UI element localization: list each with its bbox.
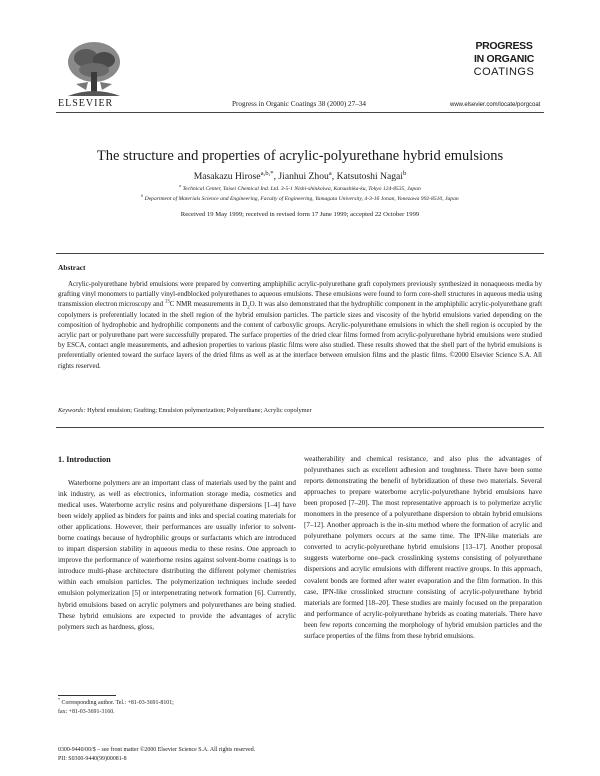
received-dates: Received 19 May 1999; received in revised form 17 June 1999; accepted 22 October 1999 [180, 211, 420, 218]
affiliation-a [0, 186, 600, 192]
footnote-mark: * [58, 697, 61, 703]
elsevier-tree-icon [58, 38, 130, 104]
author-name: Katsutoshi Nagai [336, 171, 403, 182]
footnote-line-1 [58, 699, 296, 708]
author-list: Masakazu Hirose$^{a,b,*}$, Jianhui Zhou$^a$, Katsutoshi Nagai$^b$ [193, 169, 407, 182]
affiliation-text: Technical Center, Taisei Chemical Ind. Ltd. 3-5-1 Nishi-shinkoiwa, Katsushika-ku, Tokyo 124-8535, Japan [182, 186, 421, 192]
journal-logo [466, 38, 542, 96]
abstract-sup: 13 [164, 300, 170, 306]
journal-url[interactable]: www.elsevier.com/locate/porgcoat [450, 102, 541, 108]
abstract-sub: 2 [247, 305, 250, 311]
author-name: Jianhui Zhou [278, 171, 329, 182]
header-rule [56, 112, 544, 113]
affiliation-b [0, 196, 600, 202]
body-left-column: Waterborne polymers are an important class of materials used by the paint and ink industry, as well as electronics, information storage media, cosmetics and medical uses. Waterborne acrylic resins and polyurethane dispersions [1–4] have been widely applied as binders for paints and inks and special coating materials for other applications. However, their performances are usually inferior to solvent-borne coatings because of hydrophilic groups or surfactants which are introduced to impart dispersion stability in aqueous media to these resins. One approach to improve the performance of waterborne resins against solvent-borne coatings is to introduce multi-phase architecture distributing the different polymer chemistries within each emulsion particles. The polymerization techniques include seeded emulsion polymerization [5] or interpenetrating network formation [6]. Currently, hybrid emulsions based on acrylic polymers and polyurethanes are being studied. These hybrid emulsions are expected to provide the advantages of acrylic polymers such as hardness, gloss, [58, 479, 296, 631]
section-heading: 1. Introduction [58, 455, 111, 464]
abstract-part-2: C NMR measurements in D [169, 300, 248, 309]
keywords [58, 407, 542, 414]
abstract-part-3: O. It was also demonstrated that the hydrophilic component in the amphiphilic acrylic-polyurethane graft copolymers is preferentially located in the shell region of the hybrid emulsion particles. The particle sizes and viscosity of the hybrid emulsions varied depending on the composition of hydrophobic and hydrophilic components and the content of carboxylic groups. Acrylic-polyurethane emulsions in which the shell region is occupied by the acrylic part or polyurethane part were successfully prepared. The surface properties of the dried clear films formed from acrylic-polyurethane hybrid emulsions were studied by ESCA, contact angle measurements, and adhesion properties to various plastic films were also studied. These results showed that the shell part of the hybrid emulsions is preferentially oriented toward the surface layers of the dried films as well as at the interface between emulsion films and the plastic films. ©2000 Elsevier Science S.A. All rights reserved. [58, 300, 542, 370]
journal-logo-line-1: PROGRESS [475, 40, 533, 52]
abstract-top-rule [56, 253, 544, 254]
affiliation-mark: b [141, 194, 144, 199]
journal-logo-line-3: COATINGS [473, 66, 535, 78]
front-matter [58, 746, 358, 764]
journal-logo-line-2: IN ORGANIC [473, 53, 534, 65]
article-title: The structure and properties of acrylic-polyurethane hybrid emulsions [96, 148, 504, 164]
abstract-part-1: Acrylic-polyurethane hybrid emulsions were prepared by converting amphiphilic acrylic-polyurethane graft copolymers previously synthesized in nonaqueous media by grafting vinyl monomers to partially vinyl-endblocked polyurethanes to aqueous emulsions. These emulsions were found to form core-shell structures in aqueous media using transmission electron microscopy and [58, 280, 542, 309]
front-matter-pii: PII: S0300-9440(99)00081-8 [58, 756, 127, 762]
front-matter-line-1: 0300-9440/00/$ – see front matter ©2000 Elsevier Science S.A. All rights reserved. [58, 747, 256, 753]
body-right-column: weatherability and chemical resistance, and also plus the advantages of polyurethanes such as excellent adhesion and toughness. There have been some reports demonstrating the benefit of hybridization of these two materials. Several approaches to prepare waterborne acrylic-polyurethane hybrid emulsions have been proposed [7–20]. The most representative approach is to polymerize acrylic monomers in the presence of a polyurethane dispersion to obtain hybrid emulsions [7–12]. Another approach is the in-situ method where the formation of acrylic and polyurethane polymers occurs at the same time. The IPN-like materials are converted to acrylic-polyurethane hybrid emulsions [13–17]. Another proposal suggests waterborne one–pack crosslinking systems consisting of polyurethane dispersions and acrylic emulsions with different reactive groups. In this approach, covalent bonds are formed after water evaporation and the film formation. In this case, IPN-like crosslinked structure consisting of acrylic-polyurethane hybrid materials are formed [18–20]. These studies are mainly focused on the preparation and performance of acrylic-polyurethane hybrids as coating materials. There have been few reports concerning the morphology of hybrid emulsion particles and the surface properties of the films from these hybrid emulsions. [304, 455, 542, 640]
abstract-heading: Abstract [58, 263, 86, 272]
author-marks: a [328, 169, 332, 177]
journal-reference: Progress in Organic Coatings 38 (2000) 27–34 [232, 100, 367, 108]
keywords-text: Hybrid emulsion; Grafting; Emulsion polymerization; Polyurethane; Acrylic copolymer [87, 407, 312, 414]
abstract-text [58, 279, 542, 371]
footnote-rule [58, 695, 116, 696]
footnote-text-1: Corresponding author. Tel.: +81-03-3691-8101; [61, 700, 174, 706]
author-marks: a,b,* [260, 169, 274, 177]
abstract-bottom-rule [56, 427, 544, 428]
keywords-label: Keywords: [58, 407, 86, 414]
publisher-name: ELSEVIER [58, 98, 114, 109]
author-name: Masakazu Hirose [193, 171, 261, 182]
footnote-line-2: fax: +81-03-3691-3160. [58, 709, 115, 715]
author-marks: b [402, 169, 407, 177]
affiliation-mark: a [179, 184, 182, 189]
affiliation-text: Department of Materials Science and Engineering, Faculty of Engineering, Yamagata University, 4-3-16 Jonan, Yonezawa 992-8510, Japan [144, 196, 459, 202]
